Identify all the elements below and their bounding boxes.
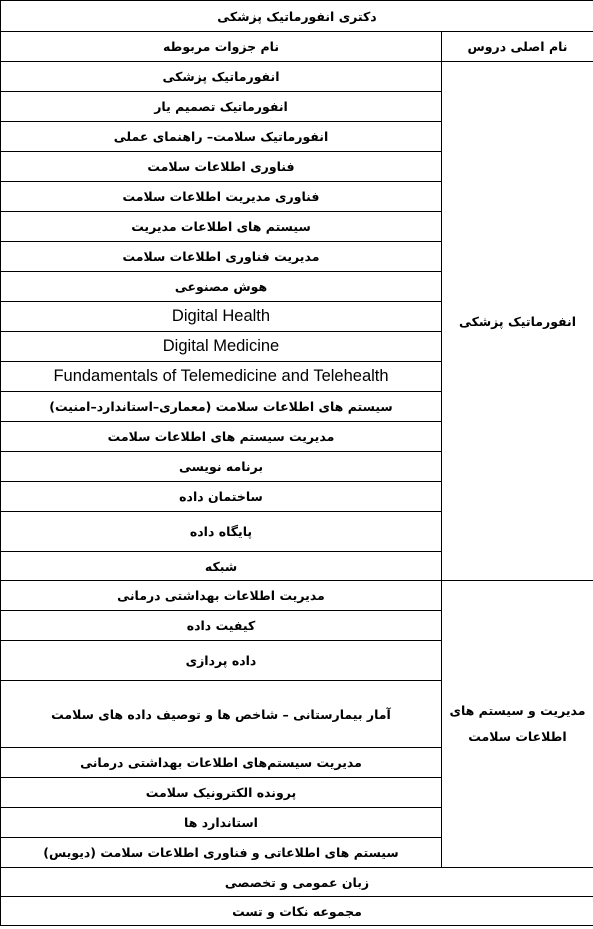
list-item: ساختمان داده [1, 482, 442, 512]
footer-row: زبان عمومی و تخصصی [1, 868, 593, 897]
list-item: کیفیت داده [1, 611, 442, 641]
list-item: پایگاه داده [1, 512, 442, 552]
list-item: شبکه [1, 552, 442, 581]
list-item: Fundamentals of Telemedicine and Telehealth [1, 362, 442, 392]
list-item: مدیریت سیستم‌های اطلاعات بهداشتی درمانی [1, 748, 442, 778]
list-item: فناوری مدیریت اطلاعات سلامت [1, 182, 442, 212]
list-item: آمار بیمارستانی – شاخص ها و توصیف داده های سلامت [1, 681, 442, 748]
list-item: انفورماتیک سلامت– راهنمای عملی [1, 122, 442, 152]
list-item: سیستم های اطلاعات سلامت (معماری–استاندارد–امنیت) [1, 392, 442, 422]
list-item: فناوری اطلاعات سلامت [1, 152, 442, 182]
list-item: انفورماتیک تصمیم یار [1, 92, 442, 122]
table-title: دکتری انفورماتیک پزشکی [1, 1, 593, 32]
list-item: مدیریت فناوری اطلاعات سلامت [1, 242, 442, 272]
header-main-course: نام اصلی دروس [442, 32, 593, 62]
main-course-cell: انفورماتیک پزشکی [442, 62, 593, 581]
list-item: پرونده الکترونیک سلامت [1, 778, 442, 808]
list-item: استاندارد ها [1, 808, 442, 838]
list-item: مدیریت سیستم های اطلاعات سلامت [1, 422, 442, 452]
list-item: سیستم های اطلاعاتی و فناوری اطلاعات سلامت (دیویس) [1, 838, 442, 868]
list-item: مدیریت اطلاعات بهداشتی درمانی [1, 581, 442, 611]
list-item: برنامه نویسی [1, 452, 442, 482]
list-item: داده پردازی [1, 641, 442, 681]
list-item: انفورماتیک پزشکی [1, 62, 442, 92]
list-item: Digital Health [1, 302, 442, 332]
list-item: هوش مصنوعی [1, 272, 442, 302]
main-course-cell: مدیریت و سیستم های اطلاعات سلامت [442, 581, 593, 868]
header-sub-courses: نام جزوات مربوطه [1, 32, 442, 62]
list-item: سیستم های اطلاعات مدیریت [1, 212, 442, 242]
list-item: Digital Medicine [1, 332, 442, 362]
footer-row: مجموعه نکات و تست [1, 897, 593, 926]
